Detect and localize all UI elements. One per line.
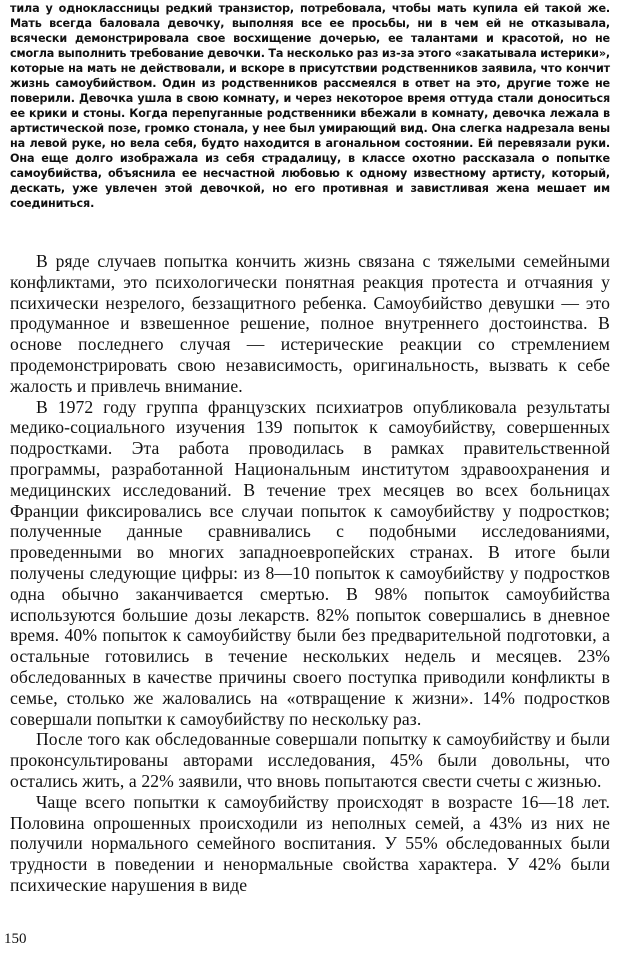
case-description-text: тила у одноклассницы редкий транзистор, потребовала, чтобы мать купила ей такой же. Мать всегда баловала девочку, выполняя все ее просьбы, ни в чем ей не отказывала, всячески демонстрировала свое восхищение дочерью, ее талантами и красотой, но не смогла выполнить требование девочки. Та несколько раз из-за этого «закатывала истерики», которые на мать не действовали, и вскоре в присутствии родственников заявила, что кончит жизнь самоубийством. Один из родственников рассмеялся в ответ на это, другие тоже не поверили. Девочка ушла в свою комнату, и через некоторое время оттуда стали доноситься ее крики и стоны. Когда перепуганные родственники вбежали в комнату, девочка лежала в артистической позе, громко стонала, у нее был умирающий вид. Она слегка надрезала вены на левой руке, но вела себя, будто находится в агональном состоянии. Ей перевязали руки. Она еще долго изображала из себя страдалицу, в классе охотно рассказала о попытке самоубийства, объяснила ее несчастной любовью к одному известному артисту, который, дескать, уже увлечен этой девочкой, но его противная и завистливая жена мешает им соединиться.: [10, 2, 610, 210]
book-page: [10, 0, 610, 896]
paragraph-age-statistics: Чаще всего попытки к самоубийству происходят в возрасте 16—18 лет. Половина опрошенных происходили из неполных семей, а 43% из них не получили нормального семейного воспитания. У 55% обследованных были трудности в поведении и ненормальные свойства характера. У 42% были психические нарушения в виде: [10, 791, 610, 895]
paragraph-family-conflicts: В ряде случаев попытка кончить жизнь связана с тяжелыми семейными конфликтами, это психологически понятная реакция протеста и отчаяния у психически незрелого, беззащитного ребенка. Самоубийство девушки — это продуманное и взвешенное решение, полное внутреннего достоинства. В основе последнего случая — истерические реакции со стремлением продемонстрировать свою независимость, оригинальность, вызвать к себе жалость и привлечь внимание.: [10, 251, 610, 396]
paragraph-french-study: В 1972 году группа французских психиатров опубликовала результаты медико-социального изучения 139 попыток к самоубийству, совершенных подростками. Эта работа проводилась в рамках правительственной программы, разработанной Национальным институтом здравоохранения и медицинских исследований. В течение трех месяцев во всех больницах Франции фиксировались все случаи попыток к самоубийству у подростков; полученные данные сравнивались с подобными исследованиями, проведенными во многих западноевропейских странах. В итоге были получены следующие цифры: из 8—10 попыток к самоубийству у подростков одна обычно заканчивается смертью. В 98% попыток самоубийства используются большие дозы лекарств. 82% попыток совершались в дневное время. 40% попыток к самоубийству были без предварительной подготовки, а остальные готовились в течение нескольких недель и месяцев. 23% обследованных в качестве причины своего поступка приводили конфликты в семье, столько же жаловались на «отвращение к жизни». 14% подростков совершали попытки к самоубийству по нескольку раз.: [10, 396, 610, 729]
page-number: 150: [4, 931, 27, 947]
paragraph-after-attempt: После того как обследованные совершали попытку к самоубийству и были проконсультированы авторами исследования, 45% были довольны, что остались жить, а 22% заявили, что вновь попытаются свести счеты с жизнью.: [10, 729, 610, 791]
main-text-block: [10, 251, 610, 896]
